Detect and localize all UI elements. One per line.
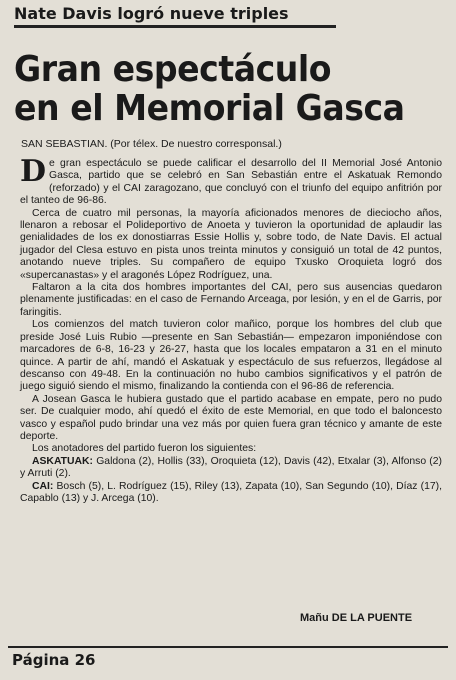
askatuak-lineup [20,456,442,481]
article-body [20,154,443,505]
page-number: Página 26 [12,651,96,669]
askatuak-label: ASKATUAK: [32,455,93,467]
paragraph-2: Cerca de cuatro mil personas, la mayoría aficionados menores de dieciocho años, llenaron a rebosar el Polideportivo de Anoeta y tuvieron la oportunidad de aplaudir las genialidades de los ex donostiarras Essie Hollis y, sobre todo, de Nate Davis. El actual jugador del Clesa estuvo en pista unos treinta minutos y consiguió un total de 42 puntos, anotando nueve triples. Su compañero de equipo Txusko Oroquieta logró dos «supercanastas» y el aragonés López Rodríguez, una. [20,207,442,281]
footer-rule [8,646,448,648]
headline-line-2: en el Memorial Gasca [14,88,405,129]
kicker-rule [14,25,336,28]
askatuak-scorers: Galdona (2), Hollis (33), Oroquieta (12), Davis (42), Etxalar (3), Alfonso (2) y Arruti (2). [20,455,442,480]
headline [14,50,410,128]
paragraph-5: A Josean Gasca le hubiera gustado que el partido acabase en empate, pero no pudo ser. De cualquier modo, ahí quedó el éxito de este Memorial, en que todo el baloncesto vasco y español pudo brindar una vez más por quien fuera gran técnico y amante de este deporte. [20,393,442,442]
cai-lineup [20,481,442,506]
headline-line-1: Gran espectáculo [14,49,332,90]
cai-label: CAI: [32,480,54,492]
dateline: SAN SEBASTIAN. (Por télex. De nuestro corresponsal.) [21,138,282,150]
kicker-block [14,4,344,28]
paragraph-1 [20,154,442,208]
cai-scorers: Bosch (5), L. Rodríguez (15), Riley (13), Zapata (10), San Segundo (10), Díaz (17), Capablo (13) y J. Arcega (10). [20,480,443,504]
kicker: Nate Davis logró nueve triples [14,4,289,23]
drop-cap: D [20,154,47,189]
paragraph-1-text: e gran espectáculo se puede calificar el desarrollo del II Memorial José Antonio Gasca, partido que se celebró en San Sebastián entre el Askatuak Remondo (reforzado) y el CAI zaragozano, que concluyó con el triunfo del equipo anfitrión por el tanteo de 96-86. [20,158,442,207]
paragraph-6: Los anotadores del partido fueron los siguientes: [32,443,257,455]
author-byline: Mañu DE LA PUENTE [300,612,413,624]
paragraph-4: Los comienzos del match tuvieron color mañico, porque los hombres del club que preside José Luis Rubio —presente en San Sebastián— empezaron imponiéndose con marcadores de 6-8, 16-23 y 26-27, hasta que los locales empataron a 31 en el minuto quince. A partir de ahí, mandó el Askatuak y espectáculo de sus refuerzos, llegádose al descanso con 49-48. En la continuación no hubo cambios significativos y el patrón de juego siguió siendo el mismo, finalizando la contienda con el 96-86 de referencia. [20,319,442,393]
paragraph-3: Faltaron a la cita dos hombres importantes del CAI, pero sus ausencias quedaron plenamente justificadas: en el caso de Fernando Arceaga, por lesión, y en el de Garris, por faringitis. [20,282,442,318]
